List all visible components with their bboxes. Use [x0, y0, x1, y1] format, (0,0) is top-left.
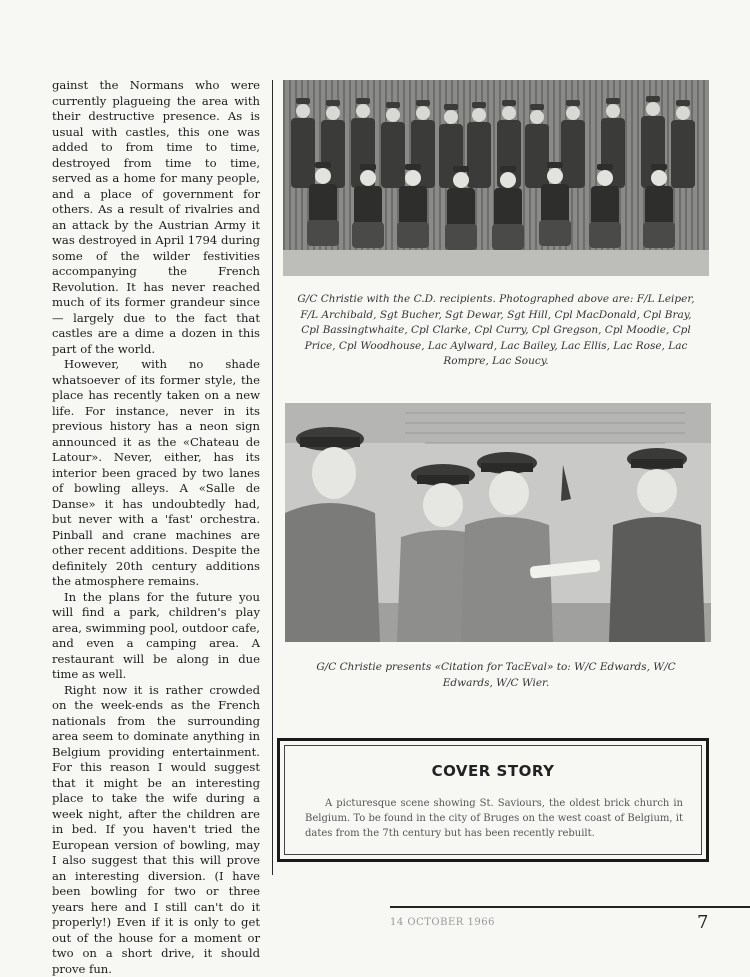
footer-rule	[390, 906, 750, 908]
cover-story-box	[277, 738, 709, 862]
article-paragraph-1: gainst the Normans who were currently plagueing the area with their destructive presence. As is usual with castles, this one was added to from time to time, destroyed from time to time, served as a home for many people, and a place of government for others. As a result of rivalries and an attack by the Austrian Army it was destroyed in April 1794 during some of the wilder festivities accompanying the French Revolution. It has never reached much of its former grandeur since — largely due to the fact that castles are a dime a dozen in this part of the world.	[52, 78, 260, 357]
group-photo-illustration	[283, 80, 709, 276]
presentation-photo-caption: G/C Christie presents «Citation for TacEval» to: W/C Edwards, W/C Edwards, W/C Wier.	[290, 660, 702, 691]
presentation-photo	[285, 403, 711, 642]
footer-date: 14 OCTOBER 1966	[390, 917, 495, 928]
presentation-photo-illustration	[285, 403, 711, 642]
group-photo-caption: G/C Christie with the C.D. recipients. Photographed above are: F/L Leiper, F/L Archibald, Sgt Bucher, Sgt Dewar, Sgt Hill, Cpl MacDonald, Cpl Bray, Cpl Bassingtwhaite, Cpl Clarke, Cpl Curry, Cpl Gregson, Cpl Moodie, Cpl Price, Cpl Woodhouse, Lac Aylward, Lac Bailey, Lac Ellis, Lac Rose, Lac Rompre, Lac Soucy.	[290, 292, 702, 370]
cover-story-text: A picturesque scene showing St. Saviours, the oldest brick church in Belgium. To be found in the city of Bruges on the west coast of Belgium, it dates from the 7th century but has been recently rebuilt.	[305, 796, 683, 841]
cover-story-inner-frame	[284, 745, 702, 855]
article-paragraph-4: Right now it is rather crowded on the week-ends as the French nationals from the surrounding area seem to dominate anything in Belgium providing entertainment. For this reason I would suggest that it might be an interesting place to take the wife during a week night, after the children are in bed. If you haven't tried the European version of bowling, may I also suggest that this will prove an interesting diversion. (I have been bowling for two or three years here and I still can't do it properly!) Even if it is only to get out of the house for a moment or two on a short drive, it should prove fun.	[52, 683, 260, 977]
group-photo	[283, 80, 709, 276]
page-number: 7	[697, 912, 708, 933]
column-divider	[272, 80, 273, 875]
article-column	[52, 78, 260, 977]
cover-story-title: COVER STORY	[285, 762, 701, 780]
article-paragraph-2: However, with no shade whatsoever of its former style, the place has recently taken on a new life. For instance, never in its previous history has a neon sign announced it as the «Chateau de Latour». Never, either, has its interior been graced by two lanes of bowling alleys. A «Salle de Danse» it has undoubtedly had, but never with a 'fast' orchestra. Pinball and crane machines are other recent additions. Despite the definitely 20th century additions the atmosphere remains.	[52, 357, 260, 590]
article-paragraph-3: In the plans for the future you will find a park, children's play area, swimming pool, outdoor cafe, and even a camping area. A restaurant will be along in due time as well.	[52, 590, 260, 683]
